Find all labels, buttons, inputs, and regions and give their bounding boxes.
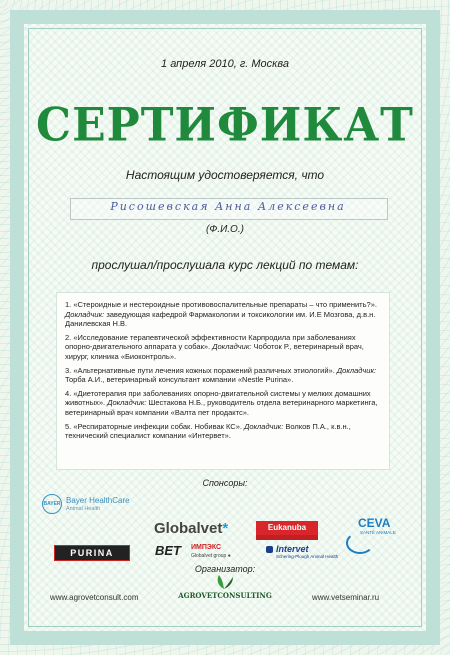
list-item: 1. «Стероидные и нестероидные противовоспалительные препараты – что применить?». Докладчик: заведующая кафедрой Фармакологии и токсикологии им. И.Е Мозгова, д.в.н. Данилевская Н.В. [65, 300, 377, 329]
bayer-logo: BAYER Bayer HealthCare Animal Health [43, 496, 130, 512]
recipient-name: Рисошевская Анна Алексеевна [110, 200, 346, 213]
footer-url-right[interactable]: www.vetseminar.ru [312, 593, 380, 602]
topics-box [56, 292, 390, 470]
date-place: 1 апреля 2010, г. Москва [161, 58, 289, 70]
ceva-logo: CEVA SANTÉ ANIMALE [342, 514, 398, 554]
leaf-icon [214, 574, 234, 590]
list-item: 2. «Исследование терапевтической эффективности Карпродила при заболеваниях опорно-двигательного аппарата у собак». Докладчик: Чоботок Р., ветеринарный врач, хирург, клиника «Биоконтроль». [65, 332, 364, 361]
list-item: 4. «Диетотерапия при заболеваниях опорно-двигательной системы у мелких домашних животных». Докладчик: Шестакова Н.Б., руководитель отдела ветеринарного маркетинга, ветеринарный врач компании «Валта пет продактс». [65, 388, 378, 417]
certificate-title: СЕРТИФИКАТ [36, 98, 414, 153]
footer-url-left[interactable]: www.agrovetconsult.com [50, 593, 139, 602]
list-item: 5. «Респираторные инфекции собак. Нобивак КС». Докладчик: Волков П.А., к.в.н., технический специалист компании «Интервет». [65, 421, 351, 441]
bayer-cross-icon: BAYER [42, 494, 62, 514]
name-caption: (Ф.И.О.) [206, 224, 244, 235]
organizer-label: Организатор: [194, 564, 256, 574]
topics-list [57, 293, 389, 441]
list-item: 3. «Альтернативные пути лечения кожных поражений различных этиологий». Докладчик: Торба А.И., ветеринарный консультант компании «Nestle Purina». [65, 365, 377, 385]
intervet-mark-icon [266, 546, 273, 553]
purina-logo: PURINA [54, 545, 130, 561]
sponsors-label: Спонсоры: [202, 478, 248, 488]
intervet-logo: Intervet Schering-Plough Animal Health [264, 544, 336, 562]
vetimpex-logo: ВЕТ ИМПЭКС Globalvet group ● [155, 543, 231, 559]
listened-text: прослушал/прослушала курс лекций по темам: [91, 258, 359, 272]
eukanuba-logo: Eukanuba [256, 521, 318, 535]
agrovetconsulting-logo: AGROVETCONSULTING [178, 574, 272, 602]
ceva-swoosh-icon [346, 532, 374, 554]
certify-text: Настоящим удостоверяется, что [125, 168, 325, 182]
eukanuba-stripe [256, 535, 318, 540]
globalvet-logo: Globalvet* [154, 520, 229, 537]
